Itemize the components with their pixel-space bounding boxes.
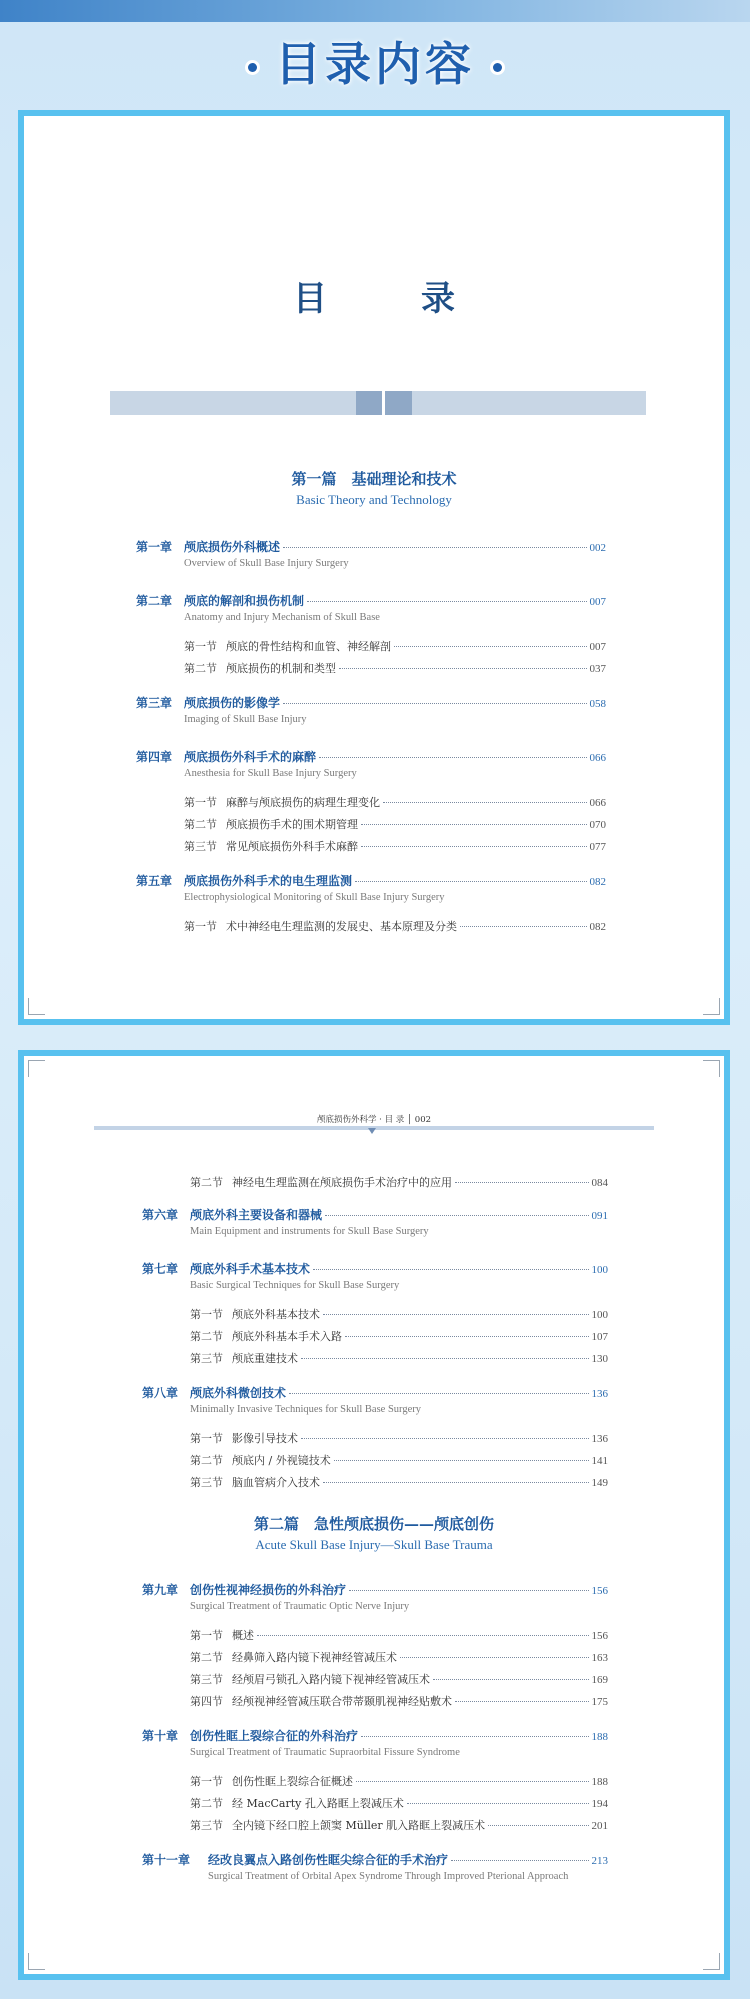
toc-heading: 目 录 <box>293 279 485 319</box>
running-head: 颅底损伤外科学 · 目 录 │ 002 <box>316 1115 432 1125</box>
toc-chapter[interactable] <box>142 1260 608 1277</box>
section-title: 颅底外科基本手术入路 <box>232 1330 342 1343</box>
leader-dots <box>313 1269 588 1270</box>
page-number: 201 <box>591 1820 608 1832</box>
page-number: 084 <box>591 1177 608 1189</box>
section-title: 颅底内 / 外视镜技术 <box>232 1454 331 1467</box>
crop-mark-icon <box>28 1953 45 1970</box>
part-title-en: Acute Skull Base Injury—Skull Base Trauma <box>255 1537 493 1552</box>
section-number: 第二节 <box>190 1454 223 1467</box>
section-number: 第二节 <box>184 662 217 675</box>
page-number: 082 <box>589 876 606 888</box>
page-number: 007 <box>589 641 606 653</box>
section-title: 影像引导技术 <box>232 1432 298 1445</box>
toc-section[interactable] <box>190 1817 608 1833</box>
leader-dots <box>400 1657 589 1658</box>
leader-dots <box>323 1314 589 1315</box>
chapter-number: 第十章 <box>142 1729 179 1743</box>
toc-section[interactable] <box>190 1350 608 1366</box>
chapter-title: 颅底外科手术基本技术 <box>190 1262 311 1276</box>
leader-dots <box>283 703 586 704</box>
crop-mark-icon <box>28 1060 45 1077</box>
header-title <box>0 28 750 94</box>
leader-dots <box>394 646 587 647</box>
page-number: 107 <box>591 1331 608 1343</box>
leader-dots <box>301 1358 589 1359</box>
section-title: 神经电生理监测在颅底损伤手术治疗中的应用 <box>232 1176 452 1189</box>
toc-chapter[interactable] <box>142 1851 608 1868</box>
chapter-number: 第六章 <box>142 1208 179 1222</box>
page-number: 156 <box>591 1585 608 1597</box>
toc-chapter[interactable] <box>142 1384 608 1401</box>
chapter-title-en: Surgical Treatment of Traumatic Supraorbital Fissure Syndrome <box>190 1747 460 1758</box>
leader-dots <box>307 601 586 602</box>
part-title-en: Basic Theory and Technology <box>296 492 452 507</box>
page-number: 077 <box>589 841 606 853</box>
section-number: 第一节 <box>184 920 217 933</box>
chapter-title-en: Main Equipment and instruments for Skull Base Surgery <box>190 1226 429 1237</box>
section-number: 第一节 <box>184 640 217 653</box>
page-number: 066 <box>589 752 606 764</box>
crop-mark-icon <box>703 1953 720 1970</box>
leader-dots <box>455 1701 589 1702</box>
section-title: 颅底重建技术 <box>232 1352 298 1365</box>
section-number: 第二节 <box>190 1797 223 1810</box>
chapter-title: 创伤性视神经损伤的外科治疗 <box>190 1583 347 1597</box>
chapter-number: 第一章 <box>136 540 173 554</box>
toc-section[interactable] <box>190 1773 608 1789</box>
page-number: 194 <box>591 1798 608 1810</box>
bullet-dot-icon <box>493 63 502 72</box>
section-title: 颅底损伤的机制和类型 <box>226 662 336 675</box>
chapter-title: 颅底的解剖和损伤机制 <box>184 594 305 608</box>
crop-mark-icon <box>28 998 45 1015</box>
chapter-title: 颅底外科微创技术 <box>190 1386 287 1400</box>
page-number: 058 <box>589 698 606 710</box>
section-title: 脑血管病介入技术 <box>232 1476 320 1489</box>
leader-dots <box>455 1182 589 1183</box>
page-number: 100 <box>591 1264 608 1276</box>
leader-dots <box>383 802 587 803</box>
toc-chapter[interactable] <box>142 1206 608 1223</box>
page-number: 213 <box>591 1855 608 1867</box>
crop-mark-icon <box>703 1060 720 1077</box>
section-number: 第三节 <box>190 1673 223 1686</box>
triangle-marker-icon <box>368 1128 376 1134</box>
toc-section[interactable] <box>190 1671 608 1687</box>
leader-dots <box>301 1438 589 1439</box>
toc-section[interactable] <box>190 1474 608 1490</box>
section-title: 经 MacCarty 孔入路眶上裂减压术 <box>232 1797 404 1810</box>
part-title-zh: 第一篇 基础理论和技术 <box>291 470 457 488</box>
chapter-number: 第三章 <box>136 696 173 710</box>
part-title-zh: 第二篇 急性颅底损伤——颅底创伤 <box>253 1515 494 1533</box>
section-title: 创伤性眶上裂综合征概述 <box>232 1775 353 1788</box>
section-title: 颅底外科基本技术 <box>232 1308 320 1321</box>
leader-dots <box>451 1860 588 1861</box>
leader-dots <box>488 1825 588 1826</box>
section-number: 第一节 <box>190 1432 223 1445</box>
bullet-dot-icon <box>248 63 257 72</box>
part-heading <box>24 1513 724 1553</box>
leader-dots <box>361 846 587 847</box>
section-title: 概述 <box>232 1629 254 1642</box>
chapter-number: 第九章 <box>142 1583 179 1597</box>
leader-dots <box>460 926 587 927</box>
leader-dots <box>361 1736 588 1737</box>
section-number: 第二节 <box>184 818 217 831</box>
page-number: 037 <box>589 663 606 675</box>
leader-dots <box>355 881 586 882</box>
leader-dots <box>323 1482 589 1483</box>
toc-chapter[interactable] <box>136 538 606 555</box>
toc-chapter[interactable] <box>142 1581 608 1598</box>
section-title: 常见颅底损伤外科手术麻醉 <box>226 840 358 853</box>
chapter-number: 第四章 <box>136 750 173 764</box>
section-title: 全内镜下经口腔上颌窦 Müller 肌入路眶上裂减压术 <box>232 1819 486 1832</box>
chapter-title-en: Basic Surgical Techniques for Skull Base Surgery <box>190 1280 400 1291</box>
section-title: 经颅眉弓锁孔入路内镜下视神经管减压术 <box>232 1673 430 1686</box>
page-number: 136 <box>591 1433 608 1445</box>
page-number: 136 <box>591 1388 608 1400</box>
chapter-title: 颅底损伤外科概述 <box>184 540 281 554</box>
crop-mark-icon <box>703 998 720 1015</box>
page-number: 082 <box>589 921 606 933</box>
section-title: 经颅视神经管减压联合带蒂颞肌视神经贴敷术 <box>232 1695 452 1708</box>
chapter-title-en: Overview of Skull Base Injury Surgery <box>184 558 349 569</box>
page-number: 149 <box>591 1477 608 1489</box>
toc-page-2 <box>18 1050 730 1980</box>
toc-section[interactable] <box>190 1306 608 1322</box>
toc-section[interactable] <box>190 1328 608 1344</box>
section-title: 颅底损伤手术的围术期管理 <box>226 818 358 831</box>
chapter-title-en: Minimally Invasive Techniques for Skull Base Surgery <box>190 1404 422 1415</box>
chapter-number: 第十一章 <box>142 1853 191 1867</box>
chapter-number: 第七章 <box>142 1262 179 1276</box>
page-number: 169 <box>591 1674 608 1686</box>
chapter-title-en: Surgical Treatment of Orbital Apex Syndrome Through Improved Pterional Approach <box>208 1871 569 1882</box>
page-number: 141 <box>591 1455 608 1467</box>
leader-dots <box>349 1590 588 1591</box>
chapter-title: 颅底损伤外科手术的电生理监测 <box>184 874 353 888</box>
page-number: 188 <box>591 1776 608 1788</box>
leader-dots <box>345 1336 589 1337</box>
leader-dots <box>319 757 586 758</box>
toc-page-1 <box>18 110 730 1025</box>
toc-chapter[interactable] <box>136 872 606 889</box>
header-title-text: 目录内容 <box>275 37 475 91</box>
toc-chapter[interactable] <box>136 592 606 609</box>
toc-chapter[interactable] <box>142 1727 608 1744</box>
page-number: 066 <box>589 797 606 809</box>
toc-section[interactable] <box>190 1452 608 1468</box>
toc-section[interactable] <box>184 918 606 934</box>
chapter-number: 第八章 <box>142 1386 179 1400</box>
page-number: 100 <box>591 1309 608 1321</box>
page-number: 163 <box>591 1652 608 1664</box>
section-number: 第一节 <box>190 1308 223 1321</box>
leader-dots <box>433 1679 589 1680</box>
part-heading <box>24 468 724 508</box>
chapter-title: 创伤性眶上裂综合征的外科治疗 <box>190 1729 359 1743</box>
leader-dots <box>289 1393 588 1394</box>
chapter-title: 颅底外科主要设备和器械 <box>190 1208 323 1222</box>
toc-section[interactable] <box>184 660 606 676</box>
section-title: 术中神经电生理监测的发展史、基本原理及分类 <box>226 920 457 933</box>
chapter-title-en: Anatomy and Injury Mechanism of Skull Base <box>184 612 380 623</box>
chapter-title: 经改良翼点入路创伤性眶尖综合征的手术治疗 <box>208 1853 449 1867</box>
chapter-title-en: Anesthesia for Skull Base Injury Surgery <box>184 768 357 779</box>
leader-dots <box>339 668 587 669</box>
page-number: 007 <box>589 596 606 608</box>
chapter-title-en: Electrophysiological Monitoring of Skull Base Injury Surgery <box>184 892 445 903</box>
leader-dots <box>407 1803 589 1804</box>
section-number: 第二节 <box>190 1330 223 1343</box>
page-number: 091 <box>591 1210 608 1222</box>
toc-section[interactable] <box>184 794 606 810</box>
toc-section[interactable] <box>184 816 606 832</box>
page-number: 130 <box>591 1353 608 1365</box>
toc-section[interactable] <box>190 1649 608 1665</box>
leader-dots <box>361 824 587 825</box>
section-number: 第一节 <box>184 796 217 809</box>
toc-section[interactable] <box>184 838 606 854</box>
toc-section[interactable] <box>190 1627 608 1643</box>
section-number: 第二节 <box>190 1651 223 1664</box>
section-number: 第三节 <box>190 1352 223 1365</box>
toc-section[interactable] <box>190 1693 608 1709</box>
leader-dots <box>283 547 586 548</box>
toc-section[interactable] <box>190 1174 608 1190</box>
page-number: 002 <box>589 542 606 554</box>
chapter-title-en: Imaging of Skull Base Injury <box>184 714 307 725</box>
leader-dots <box>334 1460 589 1461</box>
toc-chapter[interactable] <box>136 748 606 765</box>
page-number: 070 <box>589 819 606 831</box>
page-number: 175 <box>591 1696 608 1708</box>
section-title: 麻醉与颅底损伤的病理生理变化 <box>226 796 380 809</box>
chapter-title-en: Surgical Treatment of Traumatic Optic Nerve Injury <box>190 1601 410 1612</box>
toc-section[interactable] <box>184 638 606 654</box>
toc-chapter[interactable] <box>136 694 606 711</box>
section-number: 第三节 <box>184 840 217 853</box>
page-number: 156 <box>591 1630 608 1642</box>
section-number: 第三节 <box>190 1819 223 1832</box>
divider-gap <box>382 391 385 415</box>
leader-dots <box>257 1635 589 1636</box>
toc-section[interactable] <box>190 1795 608 1811</box>
chapter-title: 颅底损伤的影像学 <box>184 696 281 710</box>
section-number: 第一节 <box>190 1775 223 1788</box>
section-title: 颅底的骨性结构和血管、神经解剖 <box>226 640 391 653</box>
toc-section[interactable] <box>190 1430 608 1446</box>
section-number: 第三节 <box>190 1476 223 1489</box>
leader-dots <box>356 1781 589 1782</box>
top-banner <box>0 0 750 22</box>
section-number: 第四节 <box>190 1695 223 1708</box>
chapter-title: 颅底损伤外科手术的麻醉 <box>184 750 317 764</box>
section-number: 第一节 <box>190 1629 223 1642</box>
leader-dots <box>325 1215 588 1216</box>
section-number: 第二节 <box>190 1176 223 1189</box>
chapter-number: 第五章 <box>136 874 173 888</box>
section-title: 经鼻筛入路内镜下视神经管减压术 <box>232 1651 397 1664</box>
chapter-number: 第二章 <box>136 594 173 608</box>
page-number: 188 <box>591 1731 608 1743</box>
